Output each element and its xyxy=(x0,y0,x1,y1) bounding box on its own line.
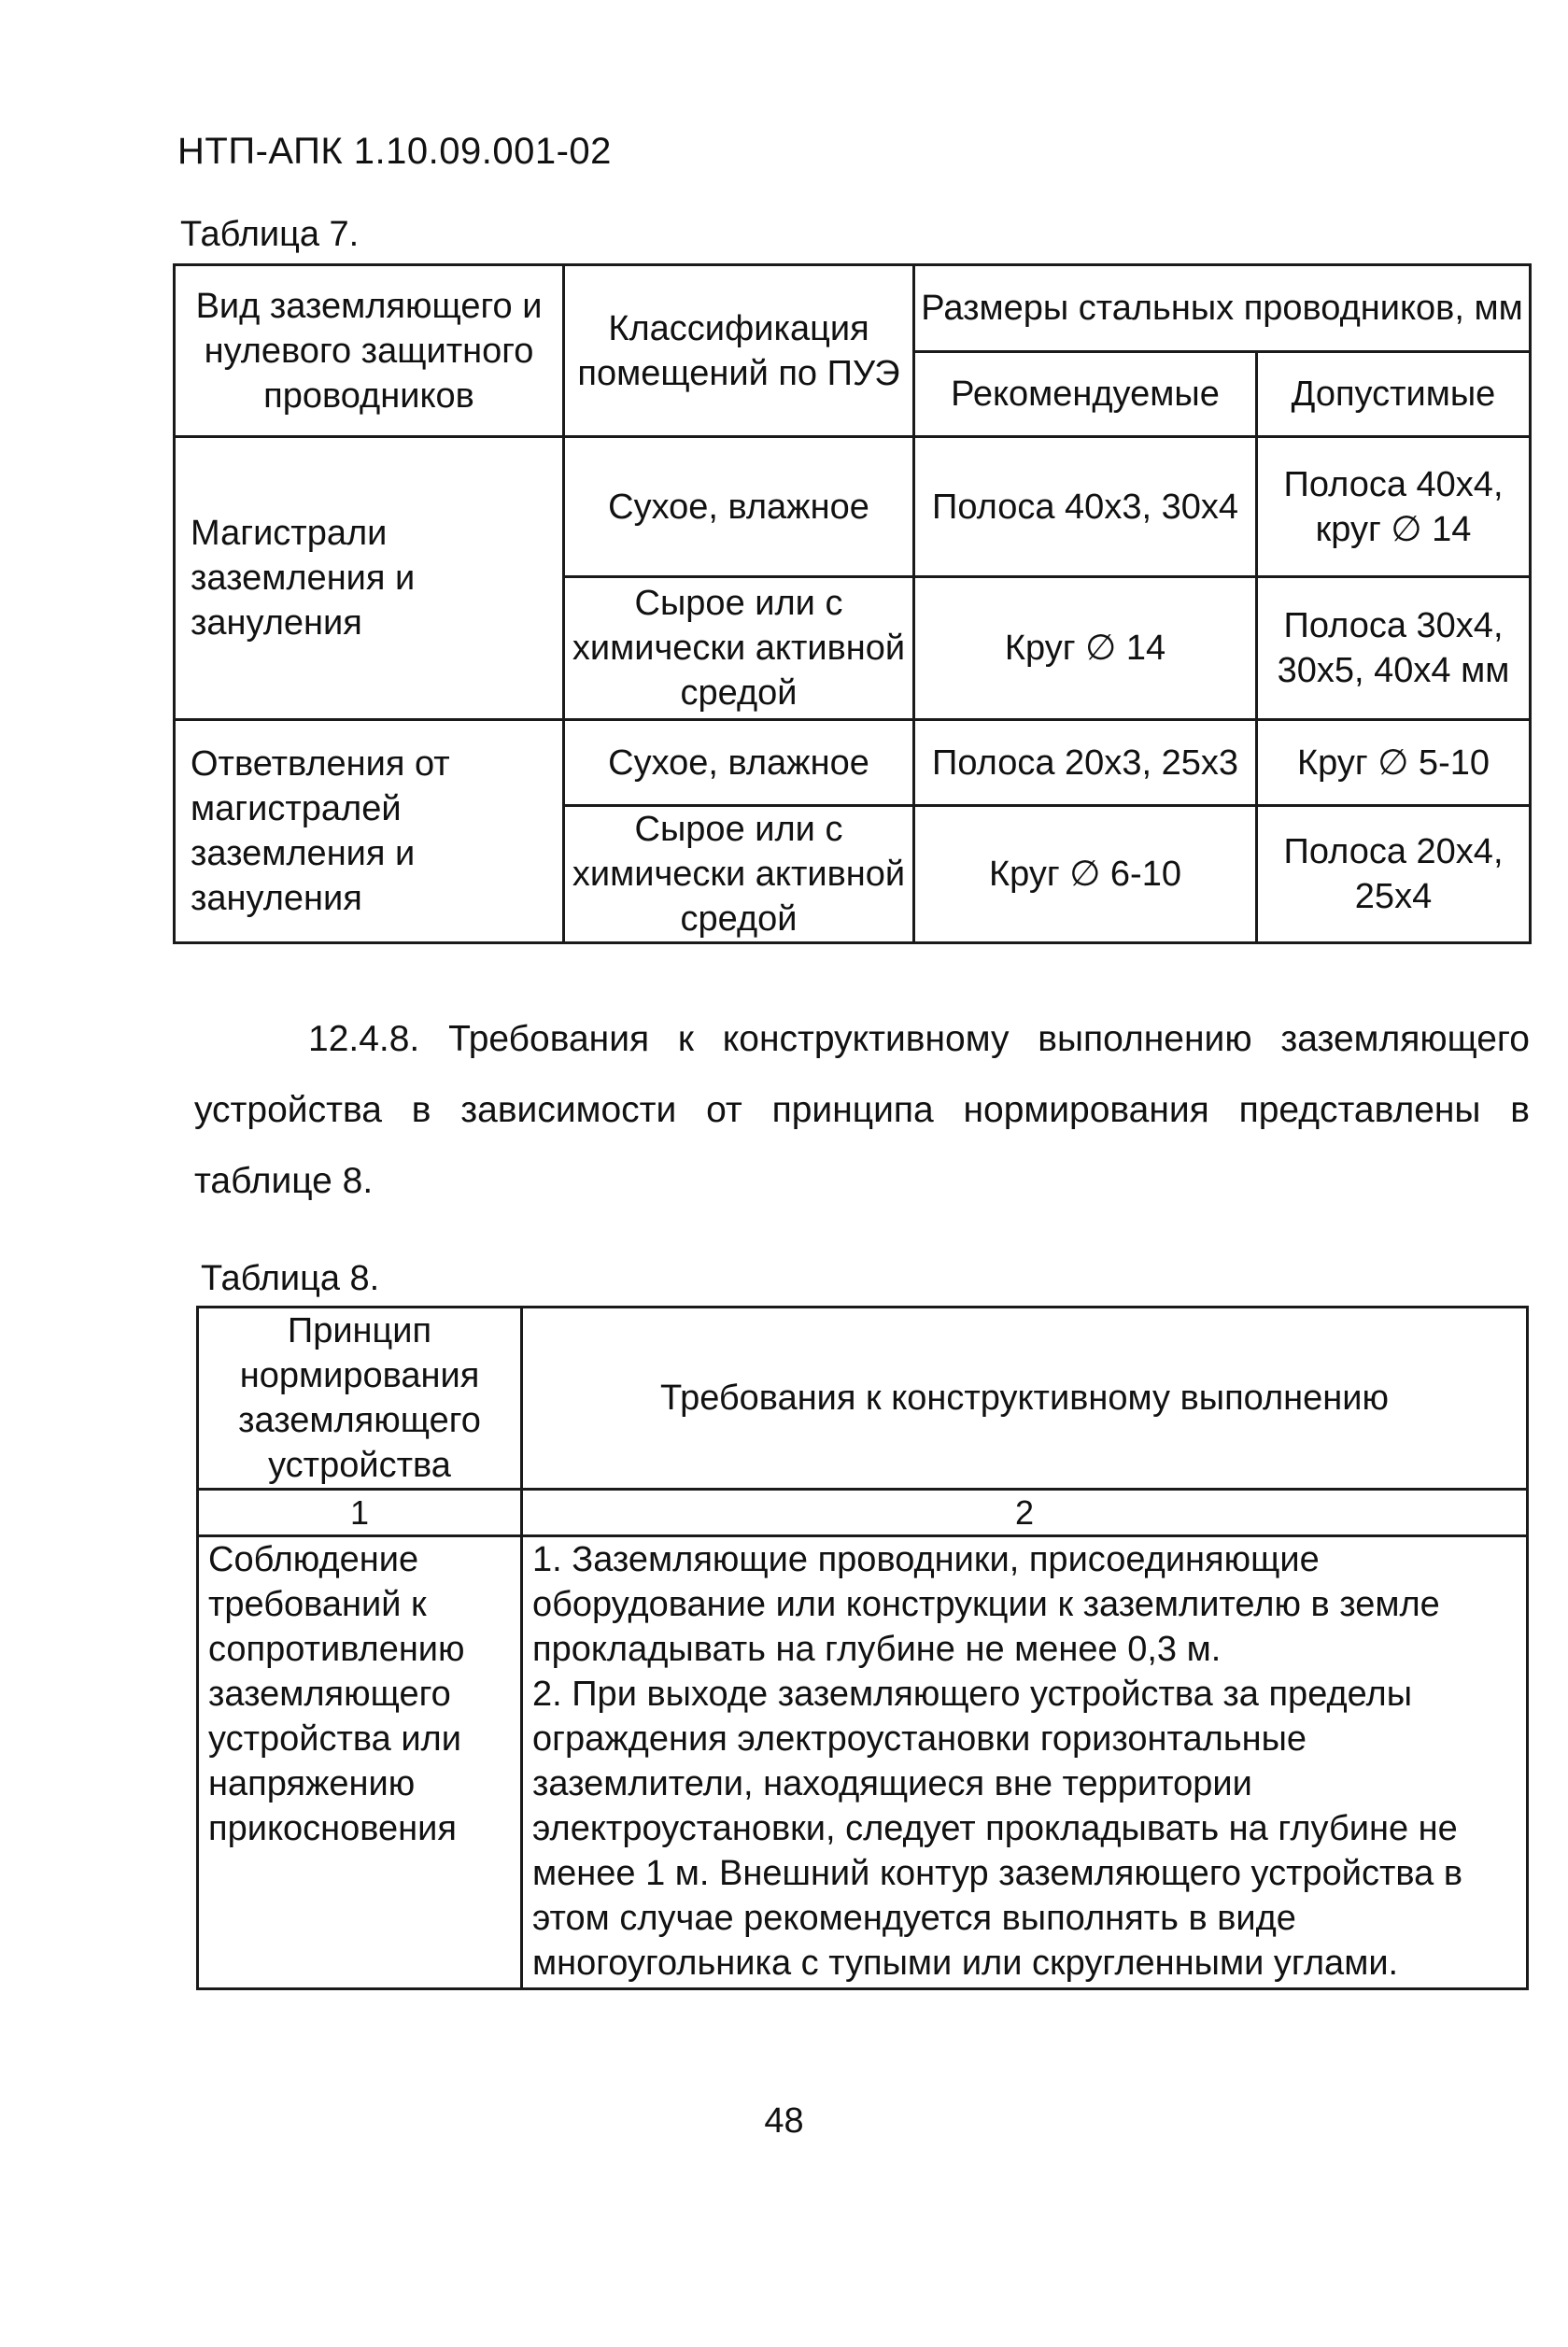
t7-recommended-cell: Полоса 20х3, 25х3 xyxy=(914,720,1257,806)
t7-room-cell: Сырое или с химически активной средой xyxy=(564,806,914,943)
t8-principle-cell: Соблюдение требований к сопротивлению заземляющего устройства или напряжению прикосновения xyxy=(198,1536,522,1989)
paragraph-12-4-8: 12.4.8. Требования к конструктивному выполнению заземляющего устройства в зависимости от принципа нормирования представлены в таблице 8. xyxy=(194,1019,1530,1201)
t7-recommended-cell: Полоса 40х3, 30х4 xyxy=(914,437,1257,577)
t8-col-number: 2 xyxy=(522,1490,1528,1536)
t7-room-cell: Сырое или с химически активной средой xyxy=(564,577,914,720)
t7-room-cell: Сухое, влажное xyxy=(564,437,914,577)
t7-allowed-cell: Полоса 20х4, 25х4 xyxy=(1257,806,1531,943)
t7-allowed-cell: Полоса 40х4, круг ∅ 14 xyxy=(1257,437,1531,577)
t8-header-principle: Принцип нормирования заземляющего устройства xyxy=(198,1308,522,1490)
table7-caption: Таблица 7. xyxy=(180,215,360,254)
t7-room-cell: Сухое, влажное xyxy=(564,720,914,806)
t8-requirements-cell xyxy=(522,1536,1528,1989)
t7-kind-cell: Ответвления от магистралей заземления и зануления xyxy=(175,720,564,943)
t7-header-recommended: Рекомендуемые xyxy=(914,352,1257,437)
table-row xyxy=(175,437,1531,577)
t7-allowed-cell: Круг ∅ 5-10 xyxy=(1257,720,1531,806)
t8-header-requirements: Требования к конструктивному выполнению xyxy=(522,1308,1528,1490)
t8-requirement-2: 2. При выходе заземляющего устройства за пределы ограждения электроустановки горизонтальные заземлители, находящиеся вне территории электроустановки, следует прокладывать на глубине не менее 1 м. Внешний контур заземляющего устройства в этом случае рекомендуется выполнять в виде многоугольника с тупыми или скругленными углами. xyxy=(532,1675,1463,1983)
table-7 xyxy=(173,263,1532,944)
t8-requirement-1: 1. Заземляющие проводники, присоединяющие оборудование или конструкции к заземлителю в земле прокладывать на глубине не менее 0,3 м. xyxy=(532,1540,1440,1669)
t7-recommended-cell: Круг ∅ 6-10 xyxy=(914,806,1257,943)
t7-header-room: Классификация помещений по ПУЭ xyxy=(564,265,914,437)
t7-allowed-cell: Полоса 30х4, 30х5, 40х4 мм xyxy=(1257,577,1531,720)
table8-caption: Таблица 8. xyxy=(201,1259,380,1298)
t7-header-kind: Вид заземляющего и нулевого защитного проводников xyxy=(175,265,564,437)
table-8 xyxy=(196,1306,1529,1990)
t8-col-number: 1 xyxy=(198,1490,522,1536)
document-code: НТП-АПК 1.10.09.001-02 xyxy=(177,131,612,172)
t7-header-allowed: Допустимые xyxy=(1257,352,1531,437)
t7-recommended-cell: Круг ∅ 14 xyxy=(914,577,1257,720)
table-row xyxy=(198,1536,1528,1989)
table-row xyxy=(175,720,1531,806)
page-number: 48 xyxy=(764,2101,804,2141)
t7-header-sizes: Размеры стальных проводников, мм xyxy=(914,265,1531,352)
t7-kind-cell: Магистрали заземления и зануления xyxy=(175,437,564,720)
